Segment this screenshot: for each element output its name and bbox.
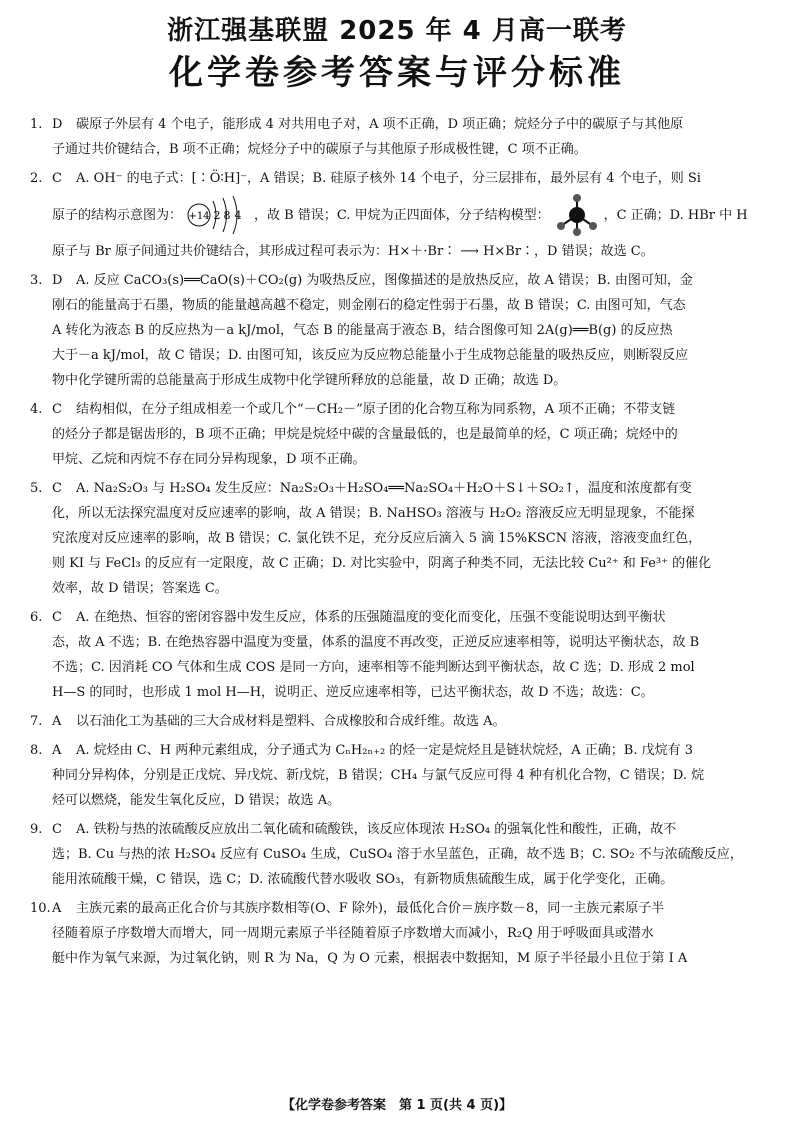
exam-title: 浙江强基联盟 2025 年 4 月高一联考 <box>167 16 627 46</box>
answer-item <box>30 397 764 472</box>
answer-line: 径随着原子序数增大而增大，同一周期元素原子半径随着原子序数增大而减小，R₂Q 用于呼吸面具或潜水 <box>52 926 654 941</box>
answer-line: 烃可以燃烧，能发生氧化反应，D 错误；故选 A。 <box>52 793 341 808</box>
answer-line: 艇中作为氧气来源，为过氧化钠，则 R 为 Na，Q 为 O 元素，根据表中数据知，M 原子半径最小且位于第 Ⅰ A <box>52 951 688 966</box>
si-shell-electrons: 8 <box>223 209 231 222</box>
si-atom-structure-diagram <box>186 193 250 237</box>
answer-line: 态，故 A 不选；B. 在绝热容器中温度为变量，体系的温度不再改变，正逆反应速率相等，说明达平衡状态，故 B <box>52 635 700 650</box>
explanation-text: 主族元素的最高正化合价与其族序数相等(O、F 除外)，最低化合价＝族序数－8，同一主族元素原子半 <box>76 901 665 916</box>
answer-item <box>30 112 764 162</box>
answer-choice: D <box>52 273 63 288</box>
answer-item <box>30 738 764 813</box>
answer-item <box>30 605 764 705</box>
si-nucleus-label: +14 <box>188 211 210 222</box>
explanation-text: ，C 正确；D. HBr 中 H <box>603 207 748 223</box>
explanation-text: 碳原子外层有 4 个电子，能形成 4 对共用电子对，A 项不正确，D 项正确；烷烃分子中的碳原子与其他原 <box>76 117 684 132</box>
answer-line: 物中化学键所需的总能量高于形成生成物中化学键所释放的总能量，故 D 正确；故选 D。 <box>52 373 567 388</box>
answer-choice: C <box>52 481 62 496</box>
answer-choice: C <box>52 610 62 625</box>
answer-list <box>30 112 764 975</box>
question-number: 7. <box>30 714 43 729</box>
page-footer: 【化学卷参考答案 第 1 页(共 4 页)】 <box>281 1098 513 1113</box>
answer-choice: A <box>52 743 62 758</box>
answer-item <box>30 817 764 892</box>
answer-item <box>30 268 764 393</box>
question-number: 5. <box>30 481 43 496</box>
question-number: 10. <box>30 901 51 916</box>
answer-item <box>30 896 764 971</box>
answer-line <box>30 605 764 630</box>
answer-choice: C <box>52 822 62 837</box>
si-shell-electrons: 2 <box>213 209 221 222</box>
answer-line: 原子与 Br 原子间通过共价键结合，其形成过程可表示为：H×＋·Br∶ ⟶ H×Br∶，D 错误；故选 C。 <box>52 244 654 259</box>
answer-line <box>30 896 764 921</box>
answer-line: 选；B. Cu 与热的浓 H₂SO₄ 反应有 CuSO₄ 生成，CuSO₄ 溶于水呈蓝色，正确，故不选 B；C. SO₂ 不与浓硫酸反应， <box>52 847 743 862</box>
answer-line: 刚石的能量高于石墨，物质的能量越高越不稳定，则金刚石的稳定性弱于石墨，故 B 错误；C. 由图可知，气态 <box>52 298 686 313</box>
question-number: 9. <box>30 822 43 837</box>
answer-line: 究浓度对反应速率的影响，故 B 错误；C. 氯化铁不足，充分反应后滴入 5 滴 15%KSCN 溶液，溶液变血红色， <box>52 531 702 546</box>
answer-line <box>30 476 764 501</box>
answer-line: 的烃分子都是锯齿形的，B 项不正确；甲烷是烷烃中碳的含量最低的，也是最简单的烃，C 项正确；烷烃中的 <box>52 427 678 442</box>
answer-choice: A <box>52 714 62 729</box>
explanation-text: 结构相似，在分子组成相差一个或几个“－CH₂－”原子团的化合物互称为同系物，A 项不正确；不带支链 <box>76 402 676 417</box>
explanation-text: A. 反应 CaCO₃(s)══CaO(s)＋CO₂(g) 为吸热反应，图像描述的是放热反应，故 A 错误；B. 由图可知，金 <box>76 273 693 288</box>
explanation-text: 以石油化工为基础的三大合成材料是塑料、合成橡胶和合成纤维。故选 A。 <box>76 714 506 729</box>
answer-line <box>30 166 764 191</box>
answer-line: H—S 的同时，也形成 1 mol H—H，说明正、逆反应速率相等，已达平衡状态，故 D 不选；故选：C。 <box>52 685 654 700</box>
answer-line: 则 KI 与 FeCl₃ 的反应有一定限度，故 C 正确；D. 对比实验中，阴离子种类不同，无法比较 Cu²⁺ 和 Fe³⁺ 的催化 <box>52 556 712 571</box>
answer-line: 甲烷、乙烷和丙烷不存在同分异构现象，D 项不正确。 <box>52 452 366 467</box>
answer-line <box>30 709 764 734</box>
answer-line <box>30 191 764 239</box>
explanation-text: A. 铁粉与热的浓硫酸反应放出二氧化硫和硫酸铁，该反应体现浓 H₂SO₄ 的强氧化性和酸性，正确，故不 <box>76 822 677 837</box>
answer-line <box>30 268 764 293</box>
question-number: 1. <box>30 117 43 132</box>
header <box>0 0 794 96</box>
answer-choice: C <box>52 171 62 186</box>
answer-item <box>30 476 764 601</box>
explanation-text: A. 烷烃由 C、H 两种元素组成，分子通式为 CₙH₂ₙ₊₂ 的烃一定是烷烃且是链状烷烃，A 正确；B. 戊烷有 3 <box>76 743 694 758</box>
answer-line: 种同分异构体，分别是正戊烷、异戊烷、新戊烷，B 错误；CH₄ 与氯气反应可得 4 种有机化合物，C 错误；D. 烷 <box>52 768 705 783</box>
si-shell-electrons: 4 <box>234 209 242 222</box>
answer-line <box>30 397 764 422</box>
question-number: 8. <box>30 743 43 758</box>
answer-line: 大于－a kJ/mol，故 C 错误；D. 由图可知，该反应为反应物总能量小于生成物总能量的吸热反应，则断裂反应 <box>52 348 689 363</box>
explanation-text: A. OH⁻ 的电子式：[∶Ö∶H]⁻，A 错误；B. 硅原子核外 14 个电子，分三层排布，最外层有 4 个电子，则 Si <box>76 171 701 186</box>
explanation-text: 原子的结构示意图为： <box>52 207 183 223</box>
answer-item <box>30 709 764 734</box>
answer-line <box>30 112 764 137</box>
explanation-text: A. Na₂S₂O₃ 与 H₂SO₄ 发生反应：Na₂S₂O₃＋H₂SO₄══Na₂SO₄＋H₂O＋S↓＋SO₂↑，温度和浓度都有变 <box>76 481 692 496</box>
answer-line <box>30 817 764 842</box>
question-number: 2. <box>30 171 43 186</box>
document-title: 化学卷参考答案与评分标准 <box>169 53 625 93</box>
answer-choice: D <box>52 117 63 132</box>
answer-line: 效率，故 D 错误；答案选 C。 <box>52 581 228 596</box>
answer-choice: C <box>52 402 62 417</box>
question-number: 4. <box>30 402 43 417</box>
answer-line <box>30 738 764 763</box>
question-number: 3. <box>30 273 43 288</box>
answer-line: 不选；C. 因消耗 CO 气体和生成 COS 是同一方向，速率相等不能判断达到平衡状态，故 C 选；D. 形成 2 mol <box>52 660 695 675</box>
answer-line: 能用浓硫酸干燥，C 错误，选 C；D. 浓硫酸代替水吸收 SO₃，有新物质焦硫酸生成，属于化学变化，正确。 <box>52 872 674 887</box>
answer-line: 子通过共价键结合，B 项不正确；烷烃分子中的碳原子与其他原子形成极性键，C 项不正确。 <box>52 142 587 157</box>
answer-choice: A <box>52 901 62 916</box>
question-number: 6. <box>30 610 43 625</box>
answer-item <box>30 166 764 264</box>
answer-line: A 转化为液态 B 的反应热为－a kJ/mol，气态 B 的能量高于液态 B，结合图像可知 2A(g)══B(g) 的反应热 <box>52 323 673 338</box>
answer-line: 化，所以无法探究温度对反应速率的影响，故 A 错误；B. NaHSO₃ 溶液与 H₂O₂ 溶液反应无明显现象，不能探 <box>52 506 695 521</box>
explanation-text: A. 在绝热、恒容的密闭容器中发生反应，体系的压强随温度的变化而变化，压强不变能说明达到平衡状 <box>76 610 666 625</box>
methane-model-icon <box>554 193 600 237</box>
explanation-text: ，故 B 错误；C. 甲烷为正四面体，分子结构模型： <box>254 207 550 223</box>
